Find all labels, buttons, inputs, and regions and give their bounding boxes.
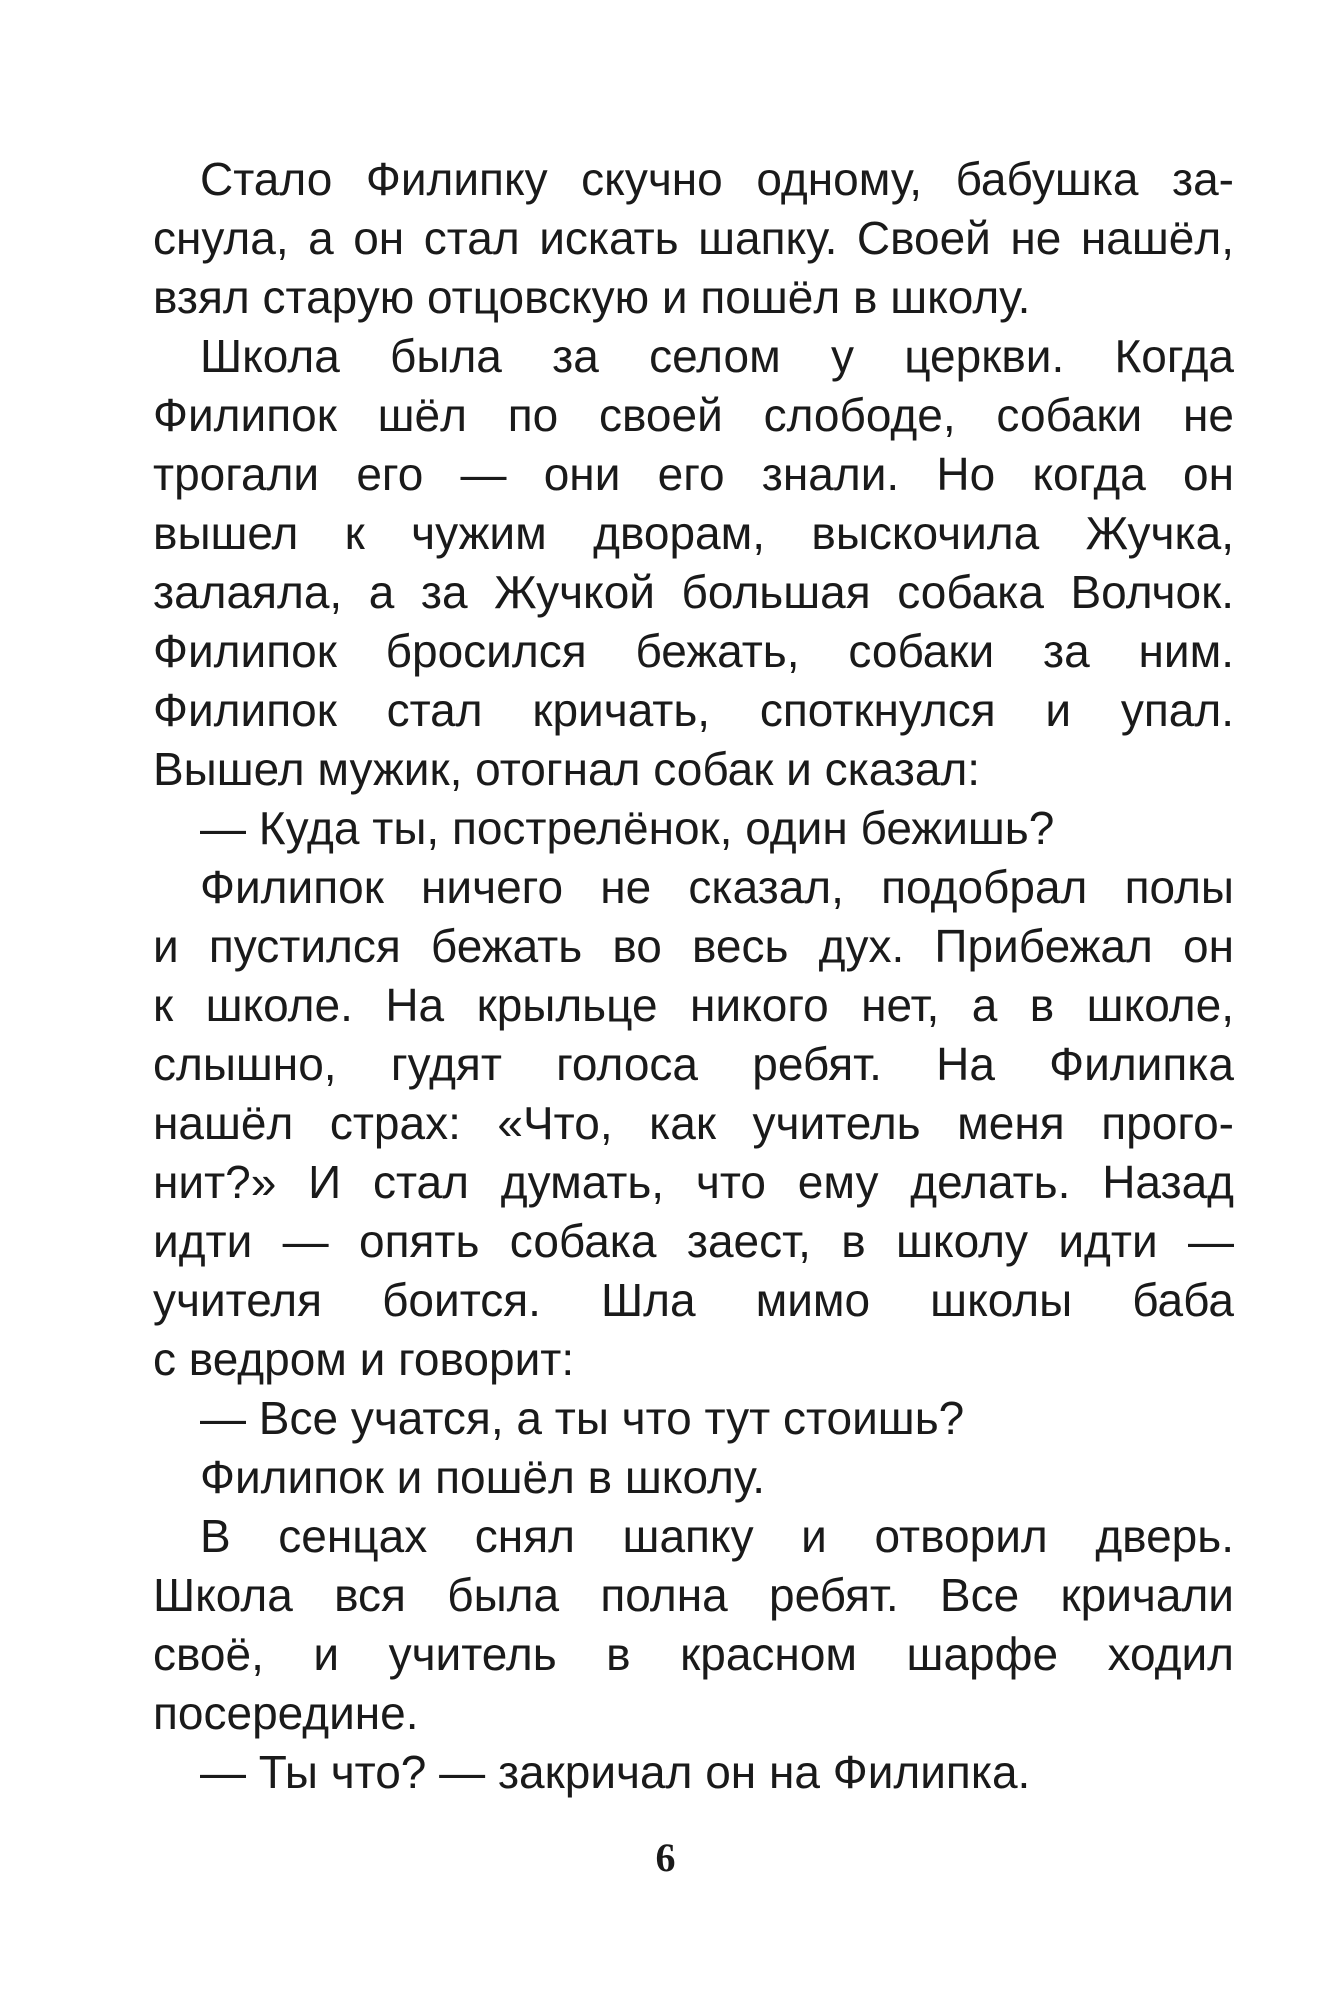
text-line: взял старую отцовскую и пошёл в школу. [153,271,1031,323]
text-line: Филипок бросился бежать, собаки за ним. [153,625,1234,677]
text-line: нит?» И стал думать, что ему делать. Назад [153,1156,1234,1208]
text-line: — Куда ты, пострелёнок, один бежишь? [200,802,1055,854]
text-line: Филипок и пошёл в школу. [200,1451,766,1503]
story-text [153,150,1234,1802]
text-line: В сенцах снял шапку и отворил дверь. [200,1510,1234,1562]
text-line: Стало Филипку скучно одному, бабушка за- [200,153,1234,205]
text-line: и пустился бежать во весь дух. Прибежал он [153,920,1234,972]
text-line: трогали его — они его знали. Но когда он [153,448,1234,500]
text-line: вышел к чужим дворам, выскочила Жучка, [153,507,1234,559]
text-line: снула, а он стал искать шапку. Своей не нашёл, [153,212,1234,264]
text-line: к школе. На крыльце никого нет, а в школе, [153,979,1234,1031]
text-line: Филипок шёл по своей слободе, собаки не [153,389,1234,441]
text-line: слышно, гудят голоса ребят. На Филипка [153,1038,1234,1090]
text-line: Филипок стал кричать, споткнулся и упал. [153,684,1234,736]
text-line: залаяла, а за Жучкой большая собака Волчок. [153,566,1234,618]
text-line: нашёл страх: «Что, как учитель меня прого- [153,1097,1234,1149]
text-line: — Все учатся, а ты что тут стоишь? [200,1392,965,1444]
page-number: 6 [655,1835,676,1880]
text-line: Школа вся была полна ребят. Все кричали [153,1569,1234,1621]
text-line: Вышел мужик, отогнал собак и сказал: [153,743,981,795]
text-line: Филипок ничего не сказал, подобрал полы [200,861,1234,913]
text-line: — Ты что? — закричал он на Филипка. [200,1746,1031,1798]
text-line: посередине. [153,1687,419,1739]
text-line: учителя боится. Шла мимо школы баба [153,1274,1234,1326]
text-line: идти — опять собака заест, в школу идти — [153,1215,1234,1267]
text-line: своё, и учитель в красном шарфе ходил [153,1628,1234,1680]
text-line: Школа была за селом у церкви. Когда [200,330,1234,382]
text-line: с ведром и говорит: [153,1333,575,1385]
